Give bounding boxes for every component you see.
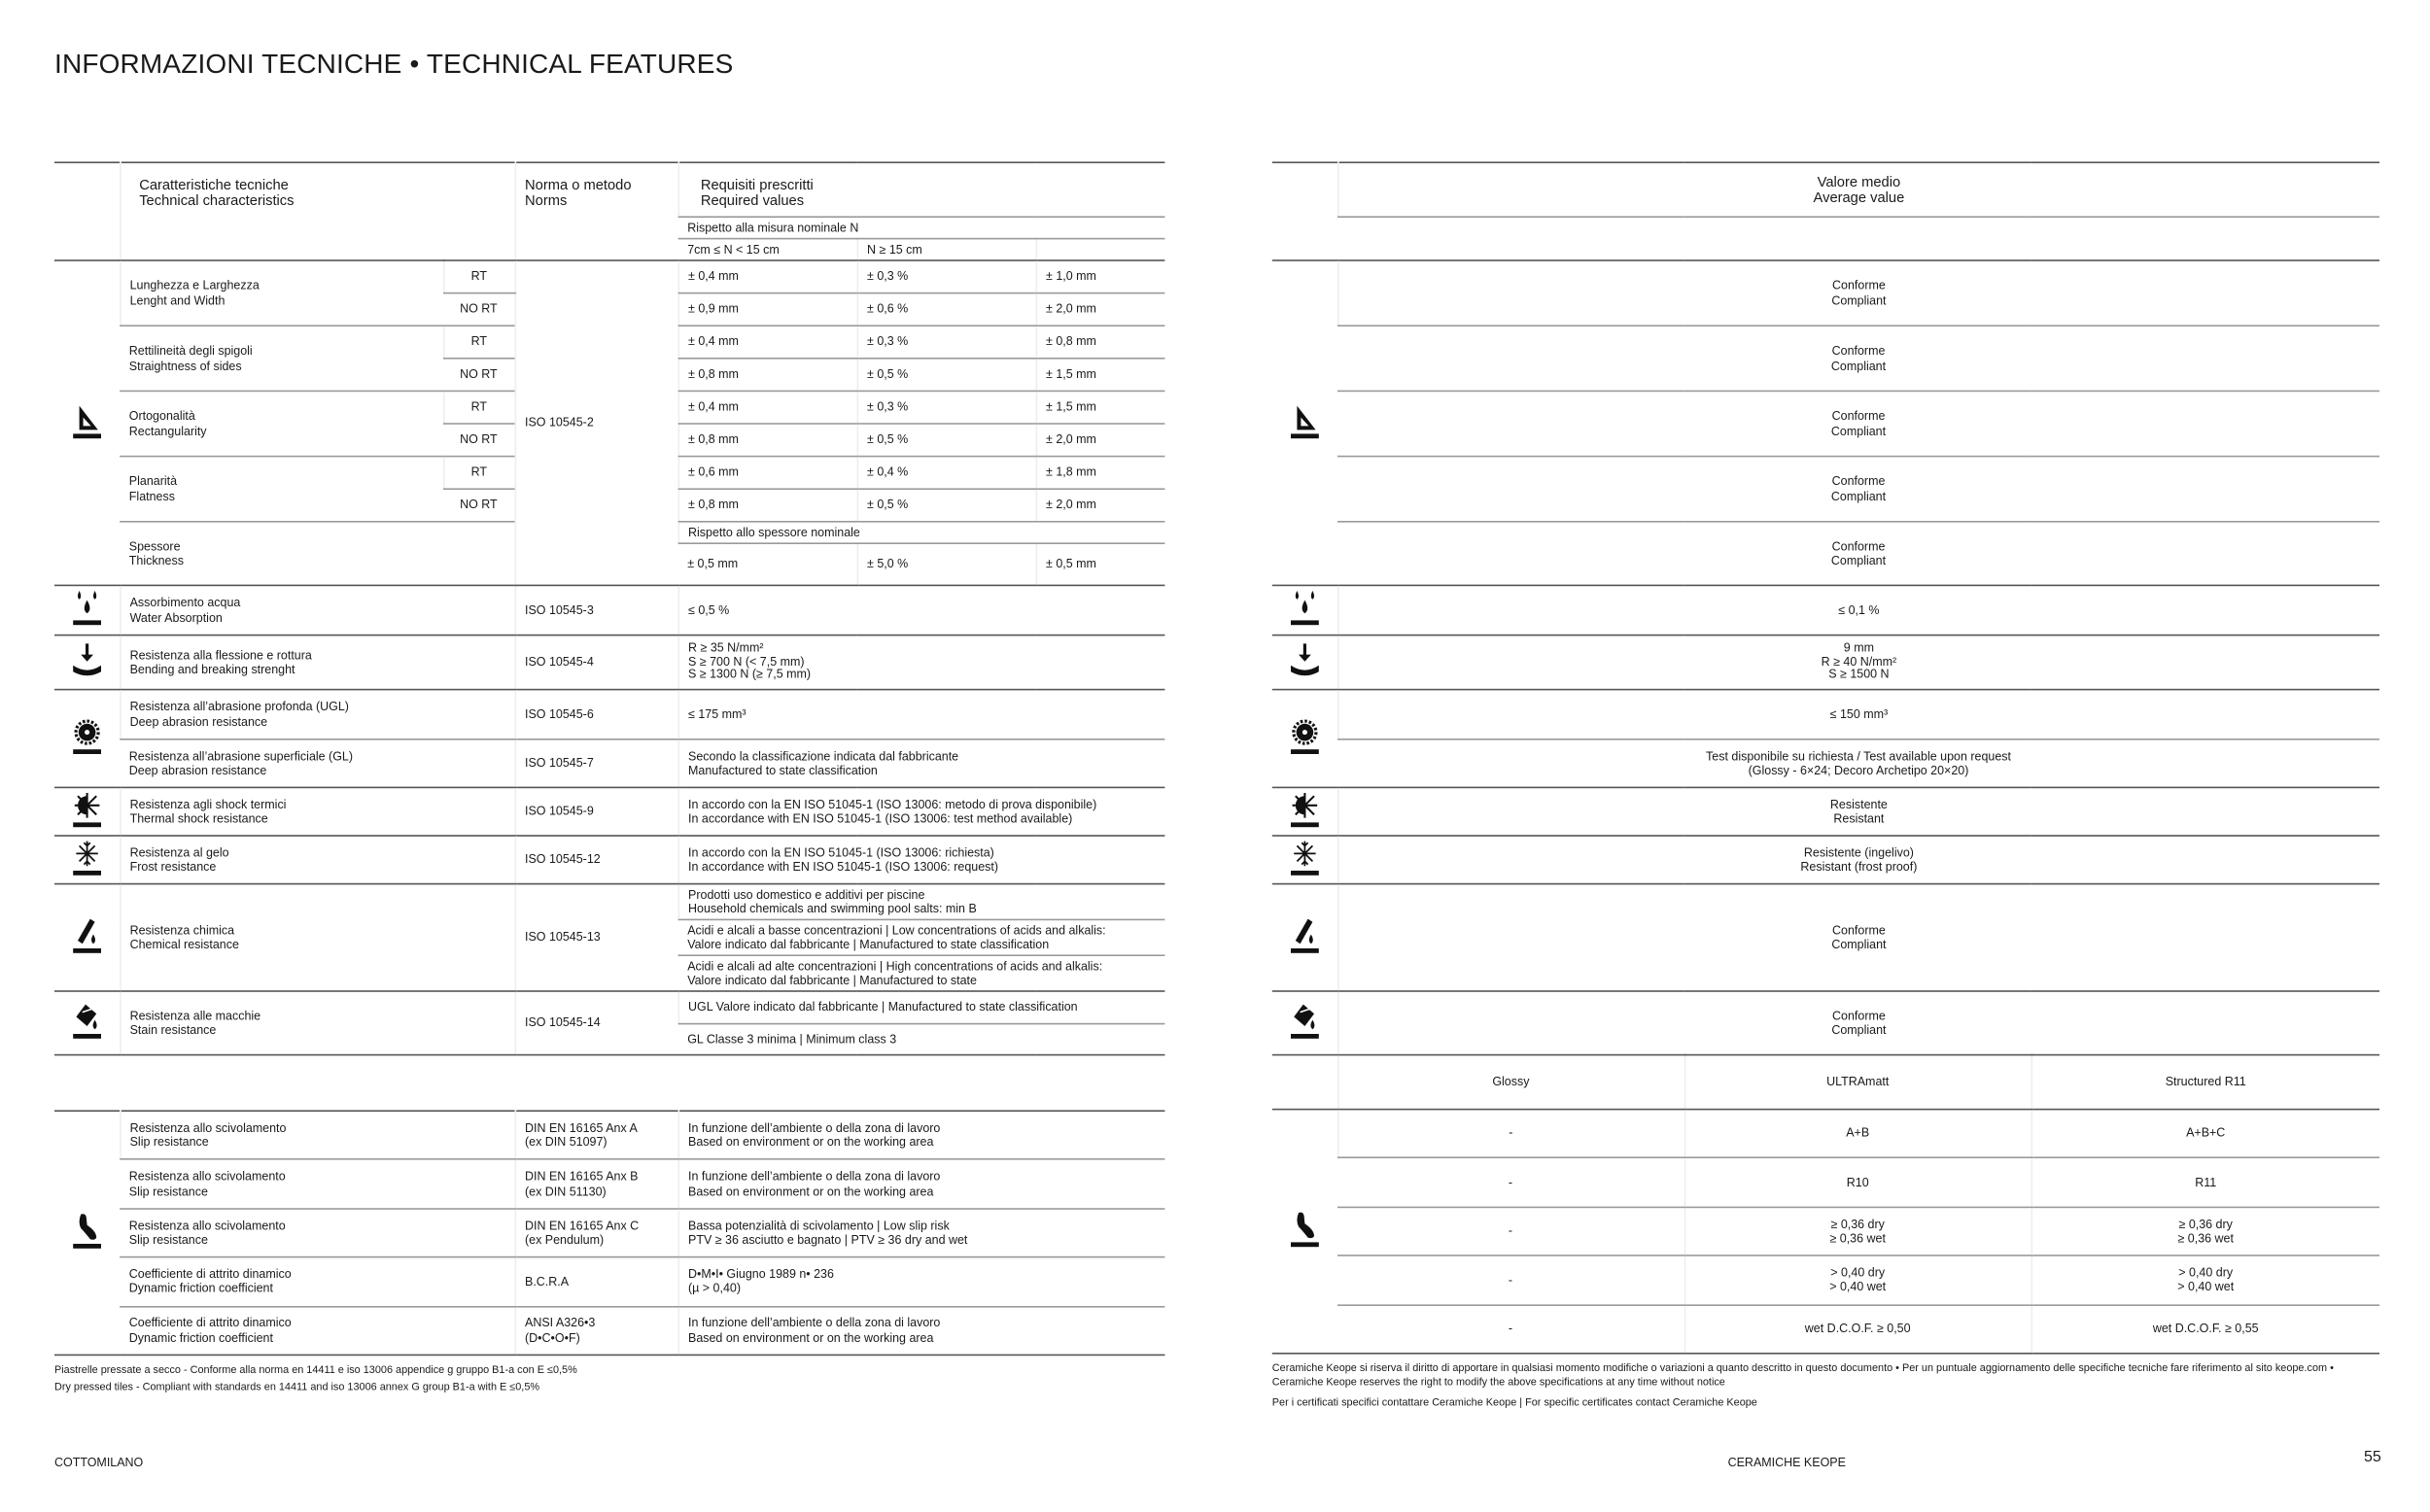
average-value-header: Valore medio Average value <box>1337 162 2379 217</box>
set-square-icon <box>1272 260 1337 585</box>
thermal-shock-icon <box>54 787 120 836</box>
slip-value: R10 <box>1684 1158 2031 1207</box>
norm: ANSI A326•3 (D•C•O•F) <box>515 1306 678 1355</box>
stain-bucket-icon <box>1272 991 1337 1055</box>
average-value: ≤ 0,1 % <box>1337 585 2379 635</box>
test-tube-icon <box>1272 884 1337 991</box>
value: In funzione dell’ambiente o della zona di lavoro Based on environment or on the working area <box>678 1306 1165 1355</box>
characteristic-name: Coefficiente di attrito dinamico Dynamic friction coefficient <box>120 1257 514 1306</box>
average-value: Test disponibile su richiesta / Test available upon request (Glossy - 6×24; Decoro Archetipo 20×20) <box>1337 739 2379 788</box>
footer-brand: COTTOMILANO <box>54 1455 144 1469</box>
value: ± 0,9 mm <box>678 293 857 326</box>
range-2-label: N ≥ 15 cm <box>857 239 1036 260</box>
value: ± 0,4 mm <box>678 326 857 359</box>
value: ± 0,5 % <box>857 424 1036 457</box>
norm: ISO 10545-14 <box>515 991 678 1055</box>
value: Bassa potenzialità di scivolamento | Low slip risk PTV ≥ 36 asciutto e bagnato | PTV ≥ 36 dry and wet <box>678 1209 1165 1257</box>
value: Secondo la classificazione indicata dal fabbricante Manufactured to state classification <box>678 739 1165 788</box>
norm: ISO 10545-7 <box>515 739 678 788</box>
thickness-note: Rispetto allo spessore nominale <box>678 522 1165 543</box>
value: ± 0,8 mm <box>678 359 857 392</box>
value: ± 0,3 % <box>857 391 1036 424</box>
slip-value: ≥ 0,36 dry ≥ 0,36 wet <box>1684 1207 2031 1255</box>
norm: ISO 10545-6 <box>515 690 678 739</box>
characteristic-name: Resistenza all’abrasione superficiale (GL) Deep abrasion resistance <box>120 739 514 788</box>
footer-brand: CERAMICHE KEOPE <box>1727 1455 1846 1469</box>
characteristics-header: Caratteristiche tecniche Technical characteristics <box>120 162 514 260</box>
characteristic-name: Planarità Flatness <box>120 457 443 522</box>
disclaimer-note: Ceramiche Keope si riserva il diritto di apportare in qualsiasi momento modifiche o variazioni a quanto descritto in questo documento • Per un puntuale aggiornamento delle specifiche tecniche fare riferimento al sito keope.com • Ceramiche Keope reserves the right to modify the above specifications at any time without notice <box>1271 1363 2334 1389</box>
value: ± 0,5 % <box>857 489 1036 522</box>
icon-column-header <box>54 162 120 260</box>
tolerance-label: RT <box>443 326 515 359</box>
stain-bucket-icon <box>54 991 120 1055</box>
characteristic-name: Rettilineità degli spigoli Straightness of sides <box>120 326 443 391</box>
value: In accordo con la EN ISO 51045-1 (ISO 13006: richiesta) In accordance with EN ISO 51045-1 (ISO 13006: request) <box>678 836 1165 884</box>
slip-value: A+B <box>1684 1110 2031 1158</box>
test-tube-icon <box>54 884 120 991</box>
tolerance-label: RT <box>443 391 515 424</box>
characteristic-name: Resistenza al gelo Frost resistance <box>120 836 514 884</box>
value: GL Classe 3 minima | Minimum class 3 <box>678 1023 1165 1055</box>
value: ≤ 0,5 % <box>678 585 1165 635</box>
value: ± 1,5 mm <box>1036 391 1165 424</box>
header-spacer <box>1337 217 2379 260</box>
slip-value: R11 <box>2031 1158 2379 1207</box>
snowflake-icon <box>54 836 120 884</box>
norm: DIN EN 16165 Anx A (ex DIN 51097) <box>515 1111 678 1159</box>
tolerance-label: NO RT <box>443 293 515 326</box>
water-drops-icon <box>54 585 120 635</box>
finish-header-glossy: Glossy <box>1337 1055 1684 1110</box>
thermal-shock-icon <box>1272 787 1337 836</box>
characteristic-name: Resistenza agli shock termici Thermal shock resistance <box>120 787 514 836</box>
abrasion-gear-icon <box>1272 690 1337 788</box>
average-value: Conforme Compliant <box>1337 260 2379 326</box>
value: In funzione dell’ambiente o della zona di lavoro Based on environment or on the working area <box>678 1111 1165 1159</box>
value: ± 2,0 mm <box>1036 293 1165 326</box>
slip-value: - <box>1337 1255 1684 1304</box>
value: ± 0,4 % <box>857 457 1036 490</box>
water-drops-icon <box>1272 585 1337 635</box>
certificates-note: Per i certificati specifici contattare Ceramiche Keope | For specific certificates contact Ceramiche Keope <box>1271 1397 1757 1409</box>
icon-column-spacer <box>1272 1055 1337 1110</box>
snowflake-icon <box>1272 836 1337 884</box>
technical-characteristics-table <box>54 161 1164 1055</box>
value: ± 2,0 mm <box>1036 424 1165 457</box>
footnote: Dry pressed tiles - Compliant with standards en 14411 and iso 13006 annex G group B1-a with E ≤0,5% <box>54 1382 540 1393</box>
average-value: Conforme Compliant <box>1337 391 2379 456</box>
tolerance-label: NO RT <box>443 489 515 522</box>
bending-arrow-icon <box>1272 636 1337 690</box>
value: ± 1,5 mm <box>1036 359 1165 392</box>
value: ± 0,5 mm <box>678 543 857 585</box>
norm: ISO 10545-2 <box>515 260 678 585</box>
nominal-size-label: Rispetto alla misura nominale N <box>678 217 1165 238</box>
value: UGL Valore indicato dal fabbricante | Manufactured to state classification <box>678 991 1165 1023</box>
tolerance-label: NO RT <box>443 424 515 457</box>
characteristic-name: Resistenza allo scivolamento Slip resistance <box>120 1209 514 1257</box>
set-square-icon <box>54 260 120 585</box>
value: ± 1,0 mm <box>1036 260 1165 293</box>
value: ± 0,8 mm <box>678 489 857 522</box>
norm: ISO 10545-13 <box>515 884 678 991</box>
footnote: Piastrelle pressate a secco - Conforme alla norma en 14411 e iso 13006 appendice g gruppo B1-a con E ≤0,5% <box>54 1364 577 1376</box>
tolerance-label: NO RT <box>443 359 515 392</box>
value: Acidi e alcali ad alte concentrazioni | High concentrations of acids and alkalis: Valore indicato dal fabbricante | Manufactured to state <box>678 955 1165 991</box>
value: ± 0,4 mm <box>678 391 857 424</box>
characteristic-name: Resistenza alle macchie Stain resistance <box>120 991 514 1055</box>
range-1-label: 7cm ≤ N < 15 cm <box>678 239 857 260</box>
value: D•M•I• Giugno 1989 n• 236 (µ > 0,40) <box>678 1257 1165 1306</box>
characteristic-name: Assorbimento acqua Water Absorption <box>120 585 514 635</box>
norm: ISO 10545-9 <box>515 787 678 836</box>
finish-header-structured: Structured R11 <box>2031 1055 2379 1110</box>
norm: ISO 10545-3 <box>515 585 678 635</box>
value: ± 0,8 mm <box>1036 326 1165 359</box>
page-number: 55 <box>2364 1449 2381 1466</box>
average-value: ≤ 150 mm³ <box>1337 690 2379 739</box>
bending-arrow-icon <box>54 636 120 690</box>
range-3-label <box>1036 239 1165 260</box>
norm: ISO 10545-12 <box>515 836 678 884</box>
characteristic-name: Resistenza all’abrasione profonda (UGL) Deep abrasion resistance <box>120 690 514 739</box>
slip-value: > 0,40 dry > 0,40 wet <box>1684 1255 2031 1304</box>
average-value: Conforme Compliant <box>1337 884 2379 991</box>
icon-column-header <box>1272 162 1337 260</box>
characteristic-name: Spessore Thickness <box>120 522 514 586</box>
value: Acidi e alcali a basse concentrazioni | Low concentrations of acids and alkalis: Valore indicato dal fabbricante | Manufactured to state classification <box>678 919 1165 955</box>
characteristic-name: Ortogonalità Rectangularity <box>120 391 443 456</box>
value: ± 0,8 mm <box>678 424 857 457</box>
norms-header: Norma o metodo Norms <box>515 162 678 260</box>
value: ± 0,6 mm <box>678 457 857 490</box>
value: ≤ 175 mm³ <box>678 690 1165 739</box>
abrasion-gear-icon <box>54 690 120 788</box>
characteristic-name: Resistenza allo scivolamento Slip resistance <box>120 1159 514 1208</box>
shoe-icon <box>1272 1110 1337 1354</box>
value: ± 5,0 % <box>857 543 1036 585</box>
value: Prodotti uso domestico e additivi per piscine Household chemicals and swimming pool salts: min B <box>678 884 1165 920</box>
norm: ISO 10545-4 <box>515 636 678 690</box>
shoe-icon <box>54 1111 120 1355</box>
slip-value: - <box>1337 1207 1684 1255</box>
average-value: 9 mm R ≥ 40 N/mm² S ≥ 1500 N <box>1337 636 2379 690</box>
value: ± 0,5 % <box>857 359 1036 392</box>
average-value: Conforme Compliant <box>1337 522 2379 586</box>
slip-value: A+B+C <box>2031 1110 2379 1158</box>
slip-value: - <box>1337 1158 1684 1207</box>
slip-value: - <box>1337 1110 1684 1158</box>
norm: B.C.R.A <box>515 1257 678 1306</box>
required-values-header: Requisiti prescritti Required values <box>678 162 1165 217</box>
norm: DIN EN 16165 Anx B (ex DIN 51130) <box>515 1159 678 1208</box>
value: In accordo con la EN ISO 51045-1 (ISO 13006: metodo di prova disponibile) In accordance with EN ISO 51045-1 (ISO 13006: test method available) <box>678 787 1165 836</box>
characteristic-name: Lunghezza e Larghezza Lenght and Width <box>120 260 443 326</box>
page-title: INFORMAZIONI TECNICHE • TECHNICAL FEATURES <box>54 48 734 80</box>
tolerance-label: RT <box>443 260 515 293</box>
average-values-table <box>1272 161 2379 1354</box>
value: ± 0,3 % <box>857 260 1036 293</box>
value: ± 2,0 mm <box>1036 489 1165 522</box>
slip-value: wet D.C.O.F. ≥ 0,55 <box>2031 1305 2379 1354</box>
average-value: Conforme Compliant <box>1337 457 2379 522</box>
value: ± 1,8 mm <box>1036 457 1165 490</box>
slip-value: > 0,40 dry > 0,40 wet <box>2031 1255 2379 1304</box>
average-value: Conforme Compliant <box>1337 991 2379 1055</box>
average-value: Resistente (ingelivo) Resistant (frost proof) <box>1337 836 2379 884</box>
value: ± 0,3 % <box>857 326 1036 359</box>
characteristic-name: Resistenza allo scivolamento Slip resistance <box>120 1111 514 1159</box>
average-value: Conforme Compliant <box>1337 326 2379 391</box>
characteristic-name: Resistenza alla flessione e rottura Bending and breaking strenght <box>120 636 514 690</box>
finish-header-ultramatt: ULTRAmatt <box>1684 1055 2031 1110</box>
value: In funzione dell’ambiente o della zona di lavoro Based on environment or on the working area <box>678 1159 1165 1208</box>
value: ± 0,4 mm <box>678 260 857 293</box>
slip-value: - <box>1337 1305 1684 1354</box>
characteristic-name: Coefficiente di attrito dinamico Dynamic friction coefficient <box>120 1306 514 1355</box>
tolerance-label: RT <box>443 457 515 490</box>
slip-value: wet D.C.O.F. ≥ 0,50 <box>1684 1305 2031 1354</box>
value: ± 0,6 % <box>857 293 1036 326</box>
slip-resistance-table <box>54 1110 1164 1356</box>
characteristic-name: Resistenza chimica Chemical resistance <box>120 884 514 991</box>
norm: DIN EN 16165 Anx C (ex Pendulum) <box>515 1209 678 1257</box>
value: R ≥ 35 N/mm² S ≥ 700 N (< 7,5 mm) S ≥ 1300 N (≥ 7,5 mm) <box>678 636 1165 690</box>
value: ± 0,5 mm <box>1036 543 1165 585</box>
average-value: Resistente Resistant <box>1337 787 2379 836</box>
slip-value: ≥ 0,36 dry ≥ 0,36 wet <box>2031 1207 2379 1255</box>
